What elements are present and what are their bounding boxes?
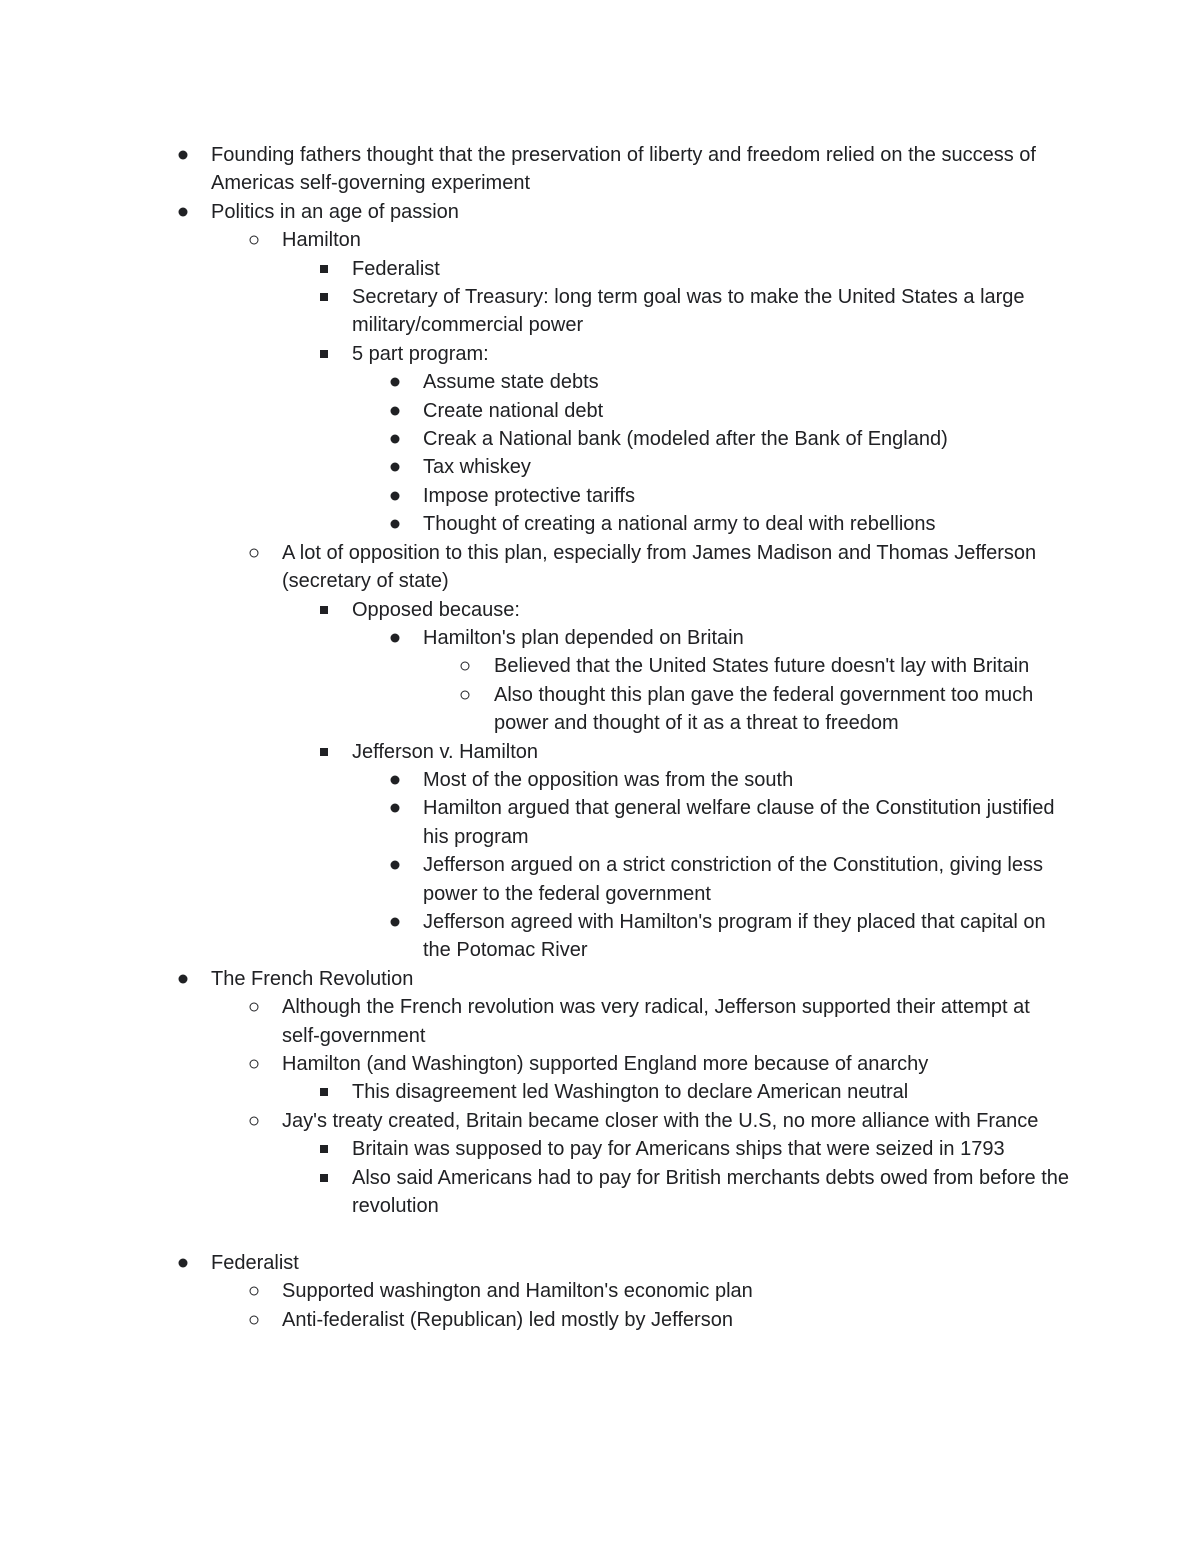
list-item-text: A lot of opposition to this plan, especially from James Madison and Thomas Jefferson (secretary of state) [282,541,1037,593]
list-item-text: Jay's treaty created, Britain became closer with the U.S, no more alliance with France [282,1109,1039,1132]
list-item [0,539,1072,596]
list-item [0,908,1073,965]
list-item-text: Britain was supposed to pay for Americans ships that were seized in 1793 [352,1138,1005,1161]
disc-bullet-icon [391,804,400,813]
list-item-text: Thought of creating a national army to deal with rebellions [423,513,936,536]
list-item [0,993,1072,1050]
disc-bullet-icon [391,378,400,387]
list-item [0,425,1073,453]
list-item-text: Federalist [211,1251,299,1274]
list-item [0,141,1071,198]
list-item-text: Hamilton's plan depended on Britain [423,626,744,649]
list-item [0,681,1074,738]
list-item [0,368,1073,396]
blank-line [0,1220,1200,1248]
list-item [0,226,1072,254]
list-item [0,340,1072,368]
list-item-text: Founding fathers thought that the preservation of liberty and freedom relied on the success of Americas self-governing experiment [211,144,1036,195]
disc-bullet-icon [391,435,400,444]
circle-bullet-icon [250,1287,259,1296]
circle-bullet-icon [250,1003,259,1012]
disc-bullet-icon [391,520,400,529]
circle-bullet-icon [250,1315,259,1324]
list-item [0,397,1073,425]
list-item-text: Jefferson argued on a strict constriction of the Constitution, giving less power to the federal government [423,854,1043,905]
disc-bullet-icon [179,974,188,983]
list-item [0,1277,1072,1305]
list-item [0,1306,1072,1334]
square-bullet-icon [320,606,328,614]
list-item-text: This disagreement led Washington to declare American neutral [352,1081,909,1104]
list-item [0,624,1073,652]
list-item-text: Tax whiskey [423,456,531,479]
list-item [0,1050,1072,1078]
list-item [0,510,1073,538]
list-item [0,965,1071,993]
list-item [0,1164,1072,1221]
list-item [0,1249,1071,1277]
list-item [0,283,1072,340]
list-item-text: Hamilton [282,229,361,252]
list-item [0,738,1072,766]
circle-bullet-icon [250,1060,259,1069]
list-item-text: Hamilton argued that general welfare clause of the Constitution justified his program [423,797,1055,848]
square-bullet-icon [320,1174,328,1182]
list-item [0,1107,1072,1135]
list-item-text: Although the French revolution was very radical, Jefferson supported their attempt at self-government [282,996,1030,1047]
disc-bullet-icon [391,633,400,642]
circle-bullet-icon [250,236,259,245]
list-item-text: Also said Americans had to pay for British merchants debts owed from before the revolution [352,1166,1070,1218]
circle-bullet-icon [461,662,470,671]
list-item [0,1135,1072,1163]
list-item [0,766,1073,794]
disc-bullet-icon [391,406,400,415]
list-item-text: The French Revolution [211,967,414,990]
list-item-text: Create national debt [423,399,604,422]
list-item-text: Believed that the United States future doesn't lay with Britain [494,655,1030,678]
list-item [0,482,1073,510]
bullet-list [0,141,1200,1334]
list-item [0,453,1073,481]
list-item [0,794,1073,851]
disc-bullet-icon [391,775,400,784]
list-item-text: Hamilton (and Washington) supported England more because of anarchy [282,1053,929,1075]
disc-bullet-icon [391,917,400,926]
list-item [0,255,1072,283]
list-item-text: 5 part program: [352,342,489,365]
list-item [0,198,1071,226]
square-bullet-icon [320,265,328,273]
list-item-text: Federalist [352,257,440,280]
square-bullet-icon [320,350,328,358]
circle-bullet-icon [250,548,259,557]
list-item [0,1078,1072,1106]
square-bullet-icon [320,1145,328,1153]
list-item-text: Impose protective tariffs [423,484,635,507]
list-item [0,596,1072,624]
list-item-text: Supported washington and Hamilton's economic plan [282,1280,753,1303]
list-item-text: Jefferson v. Hamilton [352,740,539,763]
list-item-text: Opposed because: [352,598,520,621]
list-item-text: Assume state debts [423,371,599,394]
list-item-text: Secretary of Treasury: long term goal was to make the United States a large military/commercial power [352,286,1025,337]
square-bullet-icon [320,1088,328,1096]
list-item-text: Politics in an age of passion [211,200,459,223]
circle-bullet-icon [461,690,470,699]
list-item-text: Creak a National bank (modeled after the Bank of England) [423,428,948,451]
disc-bullet-icon [179,207,188,216]
list-item-text: Most of the opposition was from the south [423,768,794,791]
disc-bullet-icon [391,463,400,472]
list-item-text: Jefferson agreed with Hamilton's program if they placed that capital on the Potomac River [423,910,1046,962]
list-item-text: Also thought this plan gave the federal government too much power and thought of it as a threat to freedom [494,683,1034,735]
disc-bullet-icon [391,491,400,500]
square-bullet-icon [320,748,328,756]
disc-bullet-icon [179,1258,188,1267]
square-bullet-icon [320,293,328,301]
circle-bullet-icon [250,1116,259,1125]
list-item [0,851,1073,908]
disc-bullet-icon [391,861,400,870]
list-item-text: Anti-federalist (Republican) led mostly by Jefferson [282,1308,733,1331]
disc-bullet-icon [179,151,188,160]
list-item [0,652,1074,680]
